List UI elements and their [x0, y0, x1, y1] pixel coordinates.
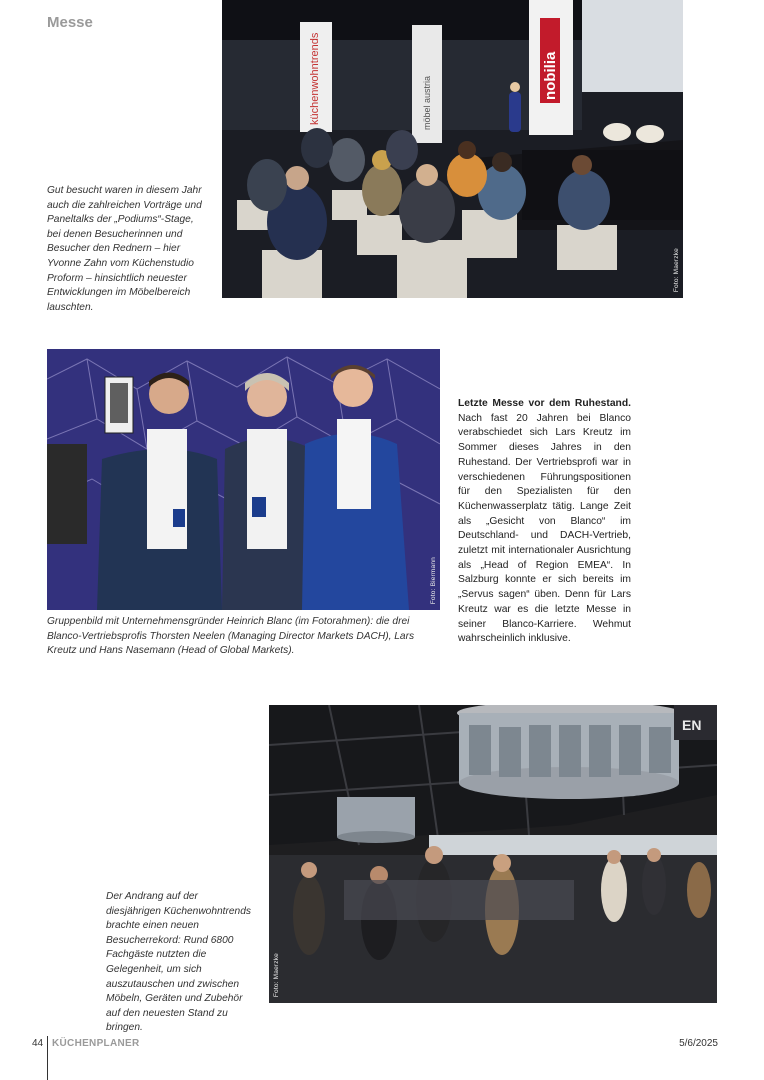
podium-photo-caption: Gut besucht waren in diesem Jahr auch die zahlreichen Vorträge und Paneltalks der „Podiums“-Stage, bei denen Besucherinnen und Besucher den Rednern – hier Yvonne Zahn vom Küchenstudio Proform – hinsichtlich neuester Entwicklungen im Möbelbereich lauschten. — [47, 185, 202, 313]
article-text — [458, 397, 631, 647]
blanco-group-photo — [47, 349, 440, 610]
section-label: Messe — [47, 14, 93, 31]
podium-stage-photo — [222, 0, 683, 298]
blanco-photo-caption: Gruppenbild mit Unternehmensgründer Heinrich Blanc (im Fotorahmen): die drei Blanco-Vertriebsprofis Thorsten Neelen (Managing Director Markets DACH), Lars Kreutz und Hans Nasemann (Head of Global Markets). — [47, 616, 415, 657]
banner-kuechenwohntrends: küchenwohntrends — [309, 32, 321, 125]
page-number: 44 — [32, 1038, 44, 1049]
banner-nobilia: nobilia — [542, 51, 559, 100]
photo-credit: Foto: Maerzke — [273, 952, 280, 997]
issue-number: 5/6/2025 — [679, 1038, 718, 1049]
banner-moebel-austria: möbel austria — [422, 75, 432, 130]
footer-rule — [47, 1036, 48, 1080]
exhibition-hall-photo — [269, 705, 717, 1003]
photo-credit: Foto: Biermann — [430, 556, 437, 604]
photo-credit: Foto: Maerzke — [673, 247, 680, 292]
hall-sign: EN — [682, 717, 702, 733]
hall-photo-caption: Der Andrang auf der diesjährigen Küchenwohntrends brachte einen neuen Besucherrekord: Rund 6800 Fachgäste nutzten die Gelegenheit, um sich auszutauschen und zwischen Möbeln, Geräten und Zubehör auf den neuesten Stand zu bringen. — [106, 891, 251, 1034]
article-body: Nach fast 20 Jahren bei Blanco verabschiedet sich Lars Kreutz im Sommer dieses Jahres in den Ruhestand. Der Vertriebsprofi war in verschiedenen Führungspositionen für den Spezialisten für den Küchenwasserplatz tätig. Lange Zeit als „Gesicht von Blanco“ im Deutschland- und DACH-Vertrieb, zuletzt mit internationaler Ausrichtung als „Head of Region EMEA“. In Salzburg konnte er sich bereits im „Servus sagen“ üben. Denn für Lars Kreutz war es die letzte Messe in seiner Blanco-Karriere. Wehmut wahrscheinlich inklusive. — [458, 412, 631, 645]
article-heading: Letzte Messe vor dem Ruhestand. — [458, 398, 631, 409]
magazine-name: KÜCHENPLANER — [52, 1038, 140, 1049]
